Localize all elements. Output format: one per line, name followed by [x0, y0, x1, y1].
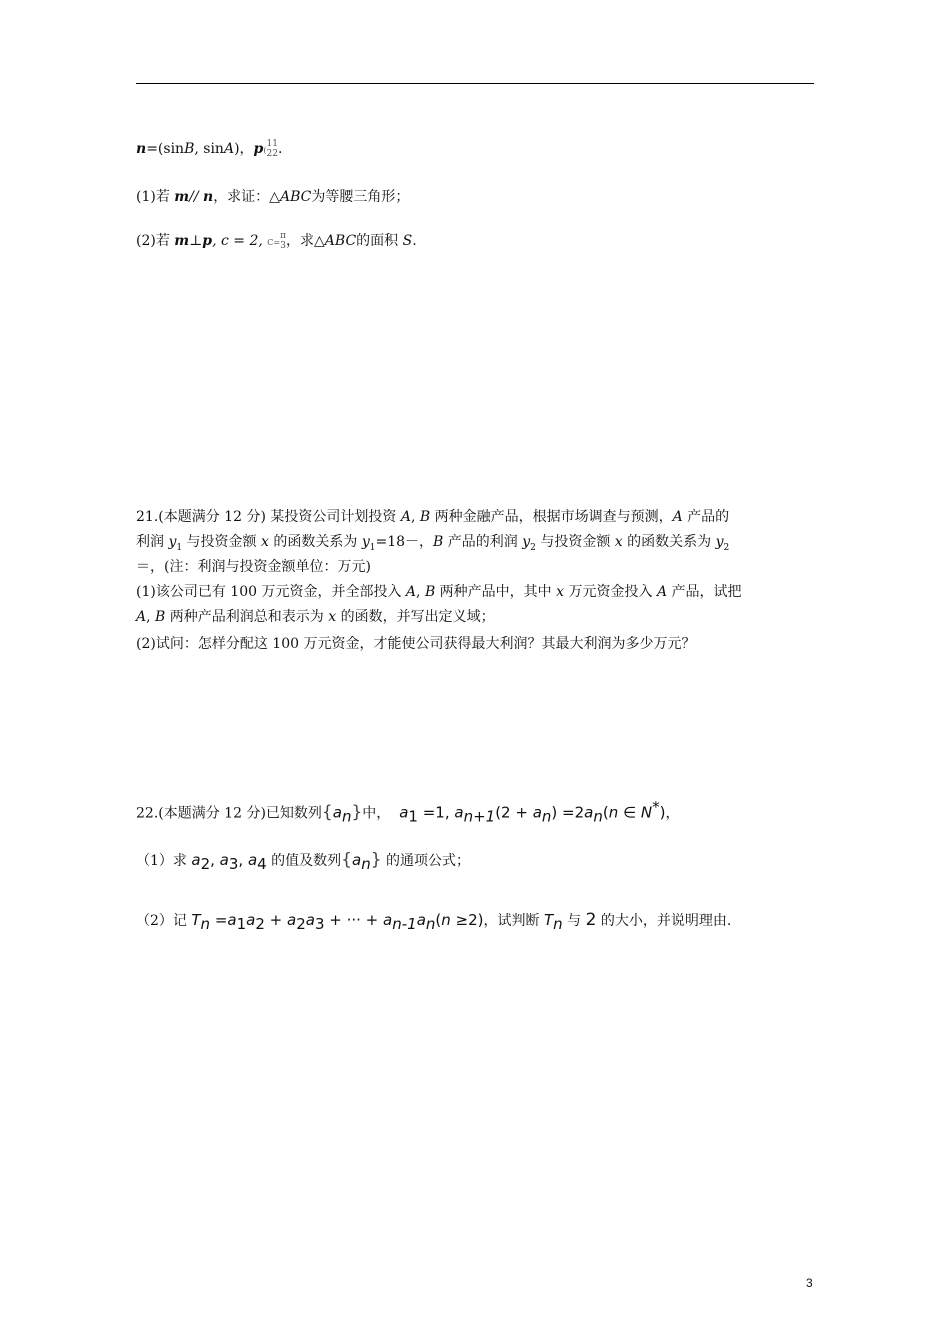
- text: )，: [234, 141, 254, 157]
- text: ,: [146, 609, 156, 625]
- var-a: a: [454, 803, 464, 822]
- number-two: 2: [585, 910, 597, 930]
- var-A: A: [400, 509, 411, 525]
- var-A: A: [136, 609, 147, 625]
- var-B: B: [433, 534, 444, 550]
- subscript: 1: [236, 914, 247, 933]
- q21-line-3: ＝，(注：利润与投资金额单位：万元): [136, 559, 371, 575]
- subscript: 2: [296, 914, 306, 933]
- text: 两种金融产品，根据市场调查与预测，: [430, 509, 673, 525]
- frac-bot: 2: [272, 149, 278, 159]
- subscript: n: [341, 807, 352, 826]
- text: .: [277, 141, 283, 157]
- var-A: A: [672, 509, 683, 525]
- text: ，: [419, 534, 434, 550]
- q22-line-1: [136, 792, 679, 831]
- text: 的函数，并写出定义域；: [336, 609, 495, 625]
- subscript: 3: [228, 854, 239, 873]
- var-x: x: [328, 609, 337, 625]
- q21-part2: (2)试问：怎样分配这 100 万元资金，才能使公司获得最大利润？其最大利润为多少万元？: [136, 636, 696, 652]
- text: ≥2): [450, 911, 484, 929]
- text: ): [659, 803, 666, 822]
- subscript: n+1: [463, 807, 496, 826]
- text: 的大小，并说明理由.: [596, 913, 732, 929]
- var-a: a: [399, 803, 409, 822]
- text: 两种产品利润总和表示为: [165, 609, 329, 625]
- frac-bot: 3: [280, 241, 286, 251]
- text: , c = 2,: [212, 233, 268, 249]
- var-a: a: [332, 803, 342, 822]
- var-a: a: [246, 911, 256, 929]
- var-B: B: [155, 609, 166, 625]
- text: 的值及数列: [266, 853, 342, 869]
- text: =1,: [417, 803, 455, 822]
- text: 利润: [136, 534, 169, 550]
- text: 的面积: [356, 233, 403, 249]
- text: 与投资金额: [535, 534, 615, 550]
- vector-m: m: [174, 189, 190, 205]
- q20-part2: [136, 231, 417, 253]
- var-B: B: [184, 141, 195, 157]
- text: + ··· +: [324, 911, 384, 929]
- text: ) =2: [551, 803, 585, 822]
- var-a: a: [383, 911, 393, 929]
- subscript: n: [541, 807, 552, 826]
- var-C: C: [267, 238, 274, 247]
- subscript: 4: [257, 854, 267, 873]
- text: ∈: [618, 803, 641, 822]
- q20-vector-definition: [136, 139, 282, 161]
- frac-top: 1: [266, 139, 273, 149]
- text: 22.(本题满分 12 分)已知数列: [136, 805, 322, 822]
- var-y: y: [168, 534, 177, 550]
- text: ，求证：△: [213, 189, 280, 205]
- frac-top: π: [280, 231, 287, 241]
- left-brace: {: [341, 850, 352, 870]
- subscript: n: [361, 854, 371, 873]
- text: (1)该公司已有 100 万元资金，并全部投入: [136, 584, 406, 600]
- subscript: n: [593, 807, 603, 826]
- text: （1）求: [136, 853, 192, 869]
- text: 与投资金额: [182, 534, 262, 550]
- text: =: [273, 238, 281, 247]
- var-B: B: [424, 584, 436, 600]
- subscript: 2: [200, 854, 211, 873]
- text: 的函数关系为: [622, 534, 716, 550]
- frac-bot: 2: [266, 149, 273, 159]
- var-a: a: [584, 803, 594, 822]
- q21-part1-line-2: [136, 607, 495, 627]
- p-paren: (: [263, 146, 267, 155]
- var-T: T: [543, 911, 554, 929]
- subscript: 2: [255, 914, 265, 933]
- text: (2 +: [495, 803, 533, 822]
- text: 产品，试把: [667, 584, 742, 600]
- text: //: [189, 189, 203, 205]
- var-a: a: [351, 851, 362, 869]
- var-a: a: [247, 851, 258, 869]
- var-A: A: [405, 584, 417, 600]
- var-a: a: [287, 911, 297, 929]
- q21-line-2: [136, 532, 729, 558]
- text: 产品的: [682, 509, 730, 525]
- text: ,: [238, 851, 248, 869]
- q21-part1-line-1: [136, 582, 742, 602]
- var-a: a: [227, 911, 237, 929]
- vector-p: p: [253, 141, 264, 157]
- subscript: n-1: [392, 914, 417, 933]
- var-y: y: [715, 534, 724, 550]
- vector-p: p: [202, 233, 213, 249]
- subscript: 2: [530, 542, 536, 553]
- var-a: a: [219, 851, 229, 869]
- vector-n: n: [203, 189, 214, 205]
- right-brace: }: [351, 802, 363, 823]
- text: 与: [562, 913, 586, 929]
- text: 中，: [362, 805, 391, 822]
- text: 产品的利润: [443, 534, 523, 550]
- text: , sin: [194, 141, 224, 157]
- text: .: [412, 233, 417, 249]
- var-B: B: [419, 509, 431, 525]
- frac-top: 1: [272, 139, 278, 149]
- text: 的函数关系为: [268, 534, 362, 550]
- superscript: *: [652, 798, 660, 816]
- subscript: 1: [369, 542, 376, 553]
- text: ,: [410, 509, 420, 525]
- text: =(sin: [146, 141, 185, 157]
- subscript: 3: [314, 914, 325, 933]
- text: (2)若: [136, 233, 175, 249]
- var-a: a: [416, 911, 426, 929]
- subscript: n: [425, 914, 436, 933]
- right-brace: }: [370, 850, 382, 870]
- var-y: y: [522, 534, 531, 550]
- var-y: y: [361, 534, 370, 550]
- header-rule: [136, 83, 814, 84]
- var-n: n: [441, 911, 451, 929]
- text: 的通项公式；: [381, 853, 470, 869]
- var-a: a: [191, 851, 201, 869]
- var-a: a: [532, 803, 542, 822]
- text: （2）记: [136, 913, 192, 929]
- var-T: T: [191, 911, 201, 929]
- subscript: 1: [176, 542, 183, 553]
- text: ，试判断: [483, 913, 544, 929]
- text: =: [210, 911, 228, 929]
- var-N: N: [640, 803, 653, 822]
- subscript: 2: [723, 542, 730, 553]
- text: (: [435, 911, 442, 929]
- text: ⊥: [189, 233, 203, 249]
- subscript: n: [553, 914, 563, 933]
- left-brace: {: [321, 802, 333, 823]
- q22-part2: [136, 905, 731, 939]
- var-n: n: [608, 803, 619, 822]
- q21-line-1: [136, 507, 729, 527]
- text: 两种产品中，其中: [435, 584, 557, 600]
- text: =18－: [375, 534, 420, 550]
- text: (: [602, 803, 609, 822]
- subscript: n: [200, 914, 211, 933]
- var-x: x: [261, 534, 269, 550]
- subscript: 1: [408, 807, 418, 826]
- var-x: x: [556, 584, 565, 600]
- q22-part1: [136, 845, 470, 879]
- text: ，: [665, 805, 680, 822]
- text: ，求△: [286, 233, 325, 249]
- var-x: x: [614, 534, 623, 550]
- text: (1)若: [136, 189, 175, 205]
- text: ,: [210, 851, 220, 869]
- triangle-abc: ABC: [279, 189, 312, 205]
- var-A: A: [223, 141, 235, 157]
- vector-n: n: [136, 141, 147, 157]
- triangle-abc: ABC: [324, 233, 357, 249]
- text: 21.(本题满分 12 分) 某投资公司计划投资: [136, 509, 401, 525]
- var-S: S: [402, 233, 413, 249]
- text: 万元资金投入: [564, 584, 657, 600]
- var-A: A: [656, 584, 668, 600]
- text: 为等腰三角形；: [311, 189, 410, 205]
- var-a: a: [305, 911, 315, 929]
- page-number: 3: [806, 1276, 813, 1290]
- text: +: [264, 911, 287, 929]
- text: ,: [416, 584, 425, 600]
- q20-part1: [136, 187, 409, 207]
- vector-m: m: [174, 233, 190, 249]
